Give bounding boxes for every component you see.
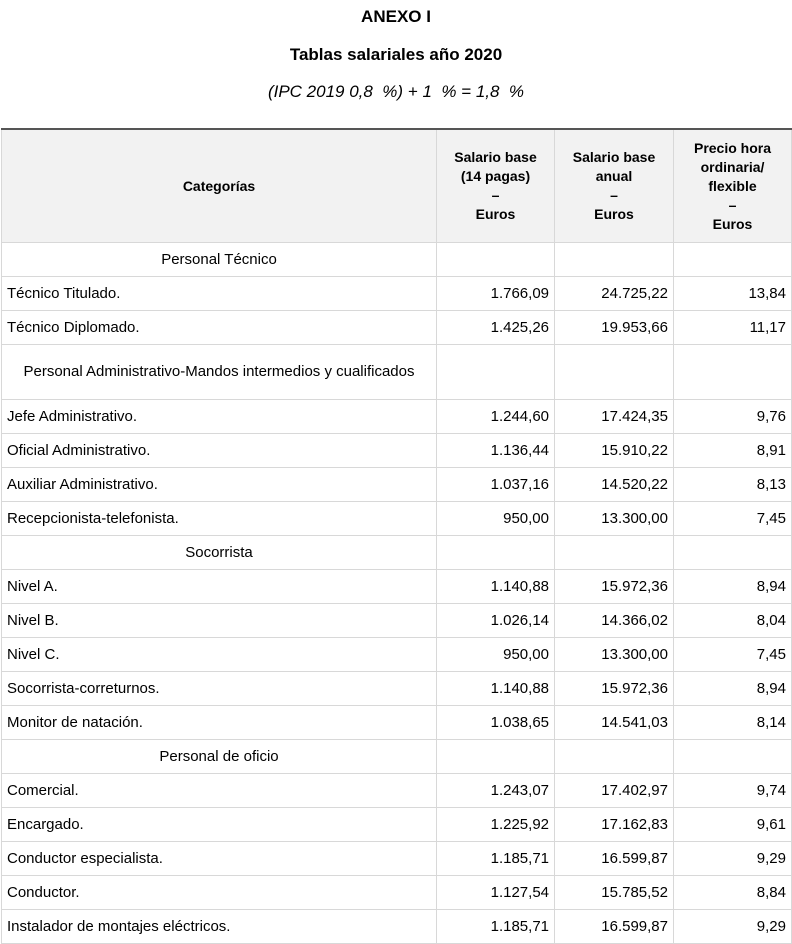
monthly-cell: 950,00 <box>437 638 555 672</box>
ipc-subtitle: (IPC 2019 0,8 %) + 1 % = 1,8 % <box>267 82 525 101</box>
table-row <box>2 774 792 808</box>
table-row <box>2 400 792 434</box>
hourly-cell: 8,04 <box>674 604 792 638</box>
table-row <box>2 434 792 468</box>
hourly-cell: 8,13 <box>674 468 792 502</box>
section-title: Personal Administrativo-Mandos intermedios y cualificados <box>2 345 437 400</box>
annual-cell: 17.424,35 <box>555 400 674 434</box>
monthly-cell: 1.037,16 <box>437 468 555 502</box>
hourly-cell: 9,29 <box>674 842 792 876</box>
section-row <box>2 740 792 774</box>
section-row <box>2 345 792 400</box>
monthly-cell: 950,00 <box>437 502 555 536</box>
category-cell: Técnico Titulado. <box>2 277 437 311</box>
category-cell: Técnico Diplomado. <box>2 311 437 345</box>
category-cell: Nivel A. <box>2 570 437 604</box>
monthly-cell: 1.038,65 <box>437 706 555 740</box>
category-cell: Auxiliar Administrativo. <box>2 468 437 502</box>
category-cell: Socorrista-correturnos. <box>2 672 437 706</box>
hourly-cell: 7,45 <box>674 638 792 672</box>
category-cell: Encargado. <box>2 808 437 842</box>
monthly-cell: 1.185,71 <box>437 842 555 876</box>
category-cell: Jefe Administrativo. <box>2 400 437 434</box>
annual-cell: 16.599,87 <box>555 910 674 944</box>
hourly-cell: 8,94 <box>674 672 792 706</box>
table-row <box>2 910 792 944</box>
hourly-cell: 9,76 <box>674 400 792 434</box>
section-title: Personal de oficio <box>2 740 437 774</box>
monthly-cell: 1.136,44 <box>437 434 555 468</box>
table-row <box>2 808 792 842</box>
table-row <box>2 842 792 876</box>
category-cell: Comercial. <box>2 774 437 808</box>
header-annual-salary: Salario base anual – Euros <box>555 129 674 243</box>
table-row <box>2 706 792 740</box>
monthly-cell: 1.425,26 <box>437 311 555 345</box>
category-cell: Conductor especialista. <box>2 842 437 876</box>
monthly-cell: 1.244,60 <box>437 400 555 434</box>
section-row <box>2 243 792 277</box>
table-title: Tablas salariales año 2020 <box>289 45 503 64</box>
hourly-cell: 8,91 <box>674 434 792 468</box>
hourly-cell: 8,94 <box>674 570 792 604</box>
monthly-cell: 1.140,88 <box>437 570 555 604</box>
monthly-cell: 1.766,09 <box>437 277 555 311</box>
monthly-cell: 1.243,07 <box>437 774 555 808</box>
hourly-cell: 11,17 <box>674 311 792 345</box>
hourly-cell: 9,61 <box>674 808 792 842</box>
annual-cell: 17.162,83 <box>555 808 674 842</box>
annual-cell: 15.785,52 <box>555 876 674 910</box>
table-row <box>2 570 792 604</box>
hourly-cell: 8,14 <box>674 706 792 740</box>
table-row <box>2 604 792 638</box>
hourly-cell: 8,84 <box>674 876 792 910</box>
monthly-cell: 1.127,54 <box>437 876 555 910</box>
table-row <box>2 277 792 311</box>
hourly-cell: 13,84 <box>674 277 792 311</box>
section-title: Personal Técnico <box>2 243 437 277</box>
annual-cell: 13.300,00 <box>555 502 674 536</box>
category-cell: Nivel B. <box>2 604 437 638</box>
table-header-row <box>2 129 792 243</box>
category-cell: Conductor. <box>2 876 437 910</box>
annex-title: ANEXO I <box>361 7 431 26</box>
annual-cell: 15.972,36 <box>555 570 674 604</box>
monthly-cell: 1.140,88 <box>437 672 555 706</box>
monthly-cell: 1.225,92 <box>437 808 555 842</box>
category-cell: Instalador de montajes eléctricos. <box>2 910 437 944</box>
section-title: Socorrista <box>2 536 437 570</box>
salary-table <box>1 128 792 944</box>
table-row <box>2 502 792 536</box>
annual-cell: 14.520,22 <box>555 468 674 502</box>
hourly-cell: 9,74 <box>674 774 792 808</box>
annual-cell: 15.972,36 <box>555 672 674 706</box>
annual-cell: 17.402,97 <box>555 774 674 808</box>
table-row <box>2 311 792 345</box>
hourly-cell: 7,45 <box>674 502 792 536</box>
table-row <box>2 468 792 502</box>
category-cell: Monitor de natación. <box>2 706 437 740</box>
table-row <box>2 638 792 672</box>
section-row <box>2 536 792 570</box>
annual-cell: 14.366,02 <box>555 604 674 638</box>
category-cell: Nivel C. <box>2 638 437 672</box>
header-category: Categorías <box>2 129 437 243</box>
annual-cell: 15.910,22 <box>555 434 674 468</box>
monthly-cell: 1.026,14 <box>437 604 555 638</box>
annual-cell: 16.599,87 <box>555 842 674 876</box>
annual-cell: 13.300,00 <box>555 638 674 672</box>
monthly-cell: 1.185,71 <box>437 910 555 944</box>
annual-cell: 19.953,66 <box>555 311 674 345</box>
category-cell: Recepcionista-telefonista. <box>2 502 437 536</box>
hourly-cell: 9,29 <box>674 910 792 944</box>
annual-cell: 24.725,22 <box>555 277 674 311</box>
header-hourly-price: Precio hora ordinaria/ flexible – Euros <box>674 129 792 243</box>
table-row <box>2 672 792 706</box>
table-row <box>2 876 792 910</box>
category-cell: Oficial Administrativo. <box>2 434 437 468</box>
header-monthly-salary: Salario base (14 pagas) – Euros <box>437 129 555 243</box>
annual-cell: 14.541,03 <box>555 706 674 740</box>
